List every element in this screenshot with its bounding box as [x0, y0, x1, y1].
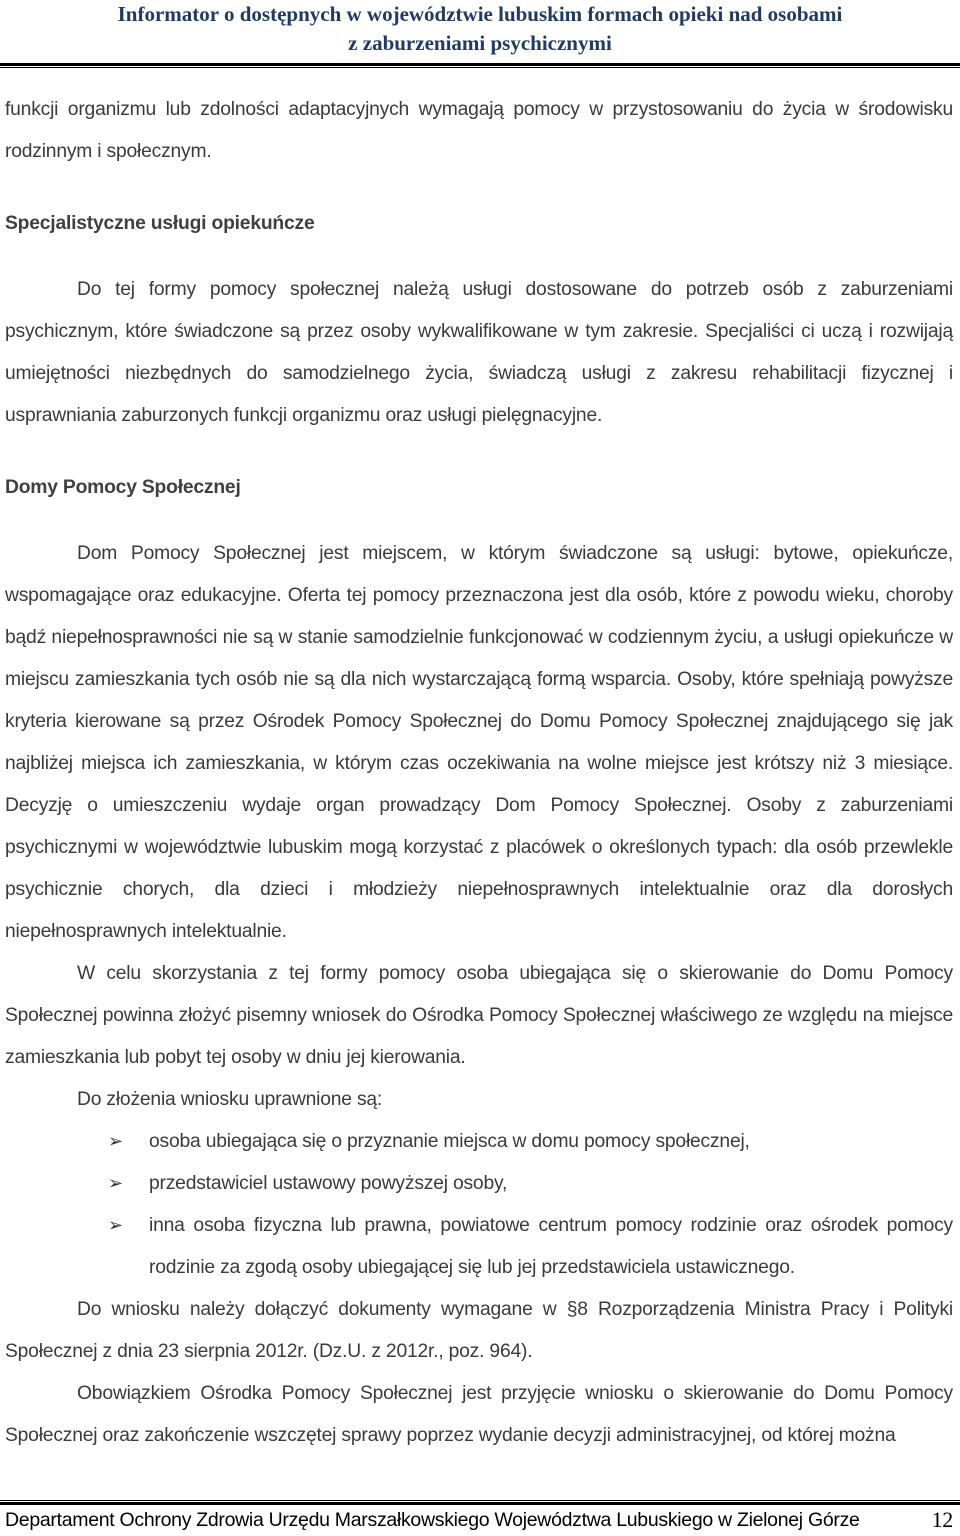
arrow-bullet-icon: ➢ — [108, 1131, 123, 1152]
arrow-bullet-icon: ➢ — [108, 1215, 123, 1236]
list-item — [5, 1163, 953, 1205]
paragraph-entitled: Do złożenia wniosku uprawnione są: — [77, 1089, 383, 1110]
paragraph-care-homes: Dom Pomocy Społecznej jest miejscem, w którym świadczone są usługi: bytowe, opiekuńcze, wspomagające oraz edukacyjne. Oferta tej pomocy przeznaczona jest dla osób, które z powodu wieku, choroby bądź niepełnosprawności nie są w stanie samodzielnie funkcjonować w codziennym życiu, a usługi opiekuńcze w miejscu zamieszkania tych osób nie są dla nich wystarczającą formą wsparcia. Osoby, które spełniają powyższe kryteria kierowane są przez Ośrodek Pomocy Społecznej do Domu Pomocy Społecznej znajdującego się jak najbliżej miejsca ich zamieszkania, w którym czas oczekiwania na wolne miejsce jest krótszy niż 3 miesiące. Decyzję o umieszczeniu wydaje organ prowadzący Dom Pomocy Społecznej. Osoby z zaburzeniami psychicznymi w województwie lubuskim mogą korzystać z placówek o określonych typach: dla osób przewlekle psychicznie chorych, dla dzieci i młodzieży niepełnosprawnych intelektualnie oraz dla dorosłych niepełnosprawnych intelektualnie. — [5, 543, 953, 942]
paragraph-continuation: funkcji organizmu lub zdolności adaptacyjnych wymagają pomocy w przystosowaniu do życia w środowisku rodzinnym i społecznym. — [5, 99, 953, 162]
page-number: 12 — [931, 1507, 953, 1532]
entitled-list — [5, 1121, 953, 1289]
section-heading-care-homes: Domy Pomocy Społecznej — [5, 477, 241, 498]
list-item-text: przedstawiciel ustawowy powyższej osoby, — [149, 1173, 508, 1194]
arrow-bullet-icon: ➢ — [108, 1173, 123, 1194]
footer-department: Departament Ochrony Zdrowia Urzędu Marszałkowskiego Województwa Lubuskiego w Zielonej Górze — [5, 1509, 860, 1531]
header-divider — [0, 63, 960, 68]
list-item-text: inna osoba fizyczna lub prawna, powiatowe centrum pomocy rodzinie oraz ośrodek pomocy rodzinie za zgodą osoby ubiegającej się lub jej przedstawiciela ustawicznego. — [149, 1215, 953, 1278]
paragraph-application: W celu skorzystania z tej formy pomocy osoba ubiegająca się o skierowanie do Domu Pomocy Społecznej powinna złożyć pisemny wniosek do Ośrodka Pomocy Społecznej właściwego ze względu na miejsce zamieszkania lub pobyt tej osoby w dniu jej kierowania. — [5, 963, 953, 1068]
list-item — [5, 1121, 953, 1163]
paragraph-documents: Do wniosku należy dołączyć dokumenty wymagane w §8 Rozporządzenia Ministra Pracy i Polityki Społecznej z dnia 23 sierpnia 2012r. (Dz.U. z 2012r., poz. 964). — [5, 1299, 953, 1362]
header-title-line2: z zaburzeniami psychicznymi — [348, 31, 612, 55]
list-item — [5, 1205, 953, 1289]
page-footer — [5, 1509, 953, 1532]
footer-divider — [0, 1500, 960, 1505]
list-item-text: osoba ubiegająca się o przyznanie miejsca w domu pomocy społecznej, — [149, 1131, 750, 1152]
paragraph-specialist-care: Do tej formy pomocy społecznej należą usługi dostosowane do potrzeb osób z zaburzeniami psychicznym, które świadczone są przez osoby wykwalifikowane w tym zakresie. Specjaliści ci uczą i rozwijają umiejętności niezbędnych do samodzielnego życia, świadczą usługi z zakresu rehabilitacji fizycznej i usprawniania zaburzonych funkcji organizmu oraz usługi pielęgnacyjne. — [5, 279, 953, 426]
document-body — [5, 89, 953, 1457]
section-heading-specialist-care: Specjalistyczne usługi opiekuńcze — [5, 213, 315, 234]
header-title-line1: Informator o dostępnych w województwie lubuskim formach opieki nad osobami — [117, 2, 843, 26]
page-header — [0, 0, 960, 58]
paragraph-obligation: Obowiązkiem Ośrodka Pomocy Społecznej jest przyjęcie wniosku o skierowanie do Domu Pomocy Społecznej oraz zakończenie wszczętej sprawy poprzez wydanie decyzji administracyjnej, od której można — [5, 1383, 953, 1446]
